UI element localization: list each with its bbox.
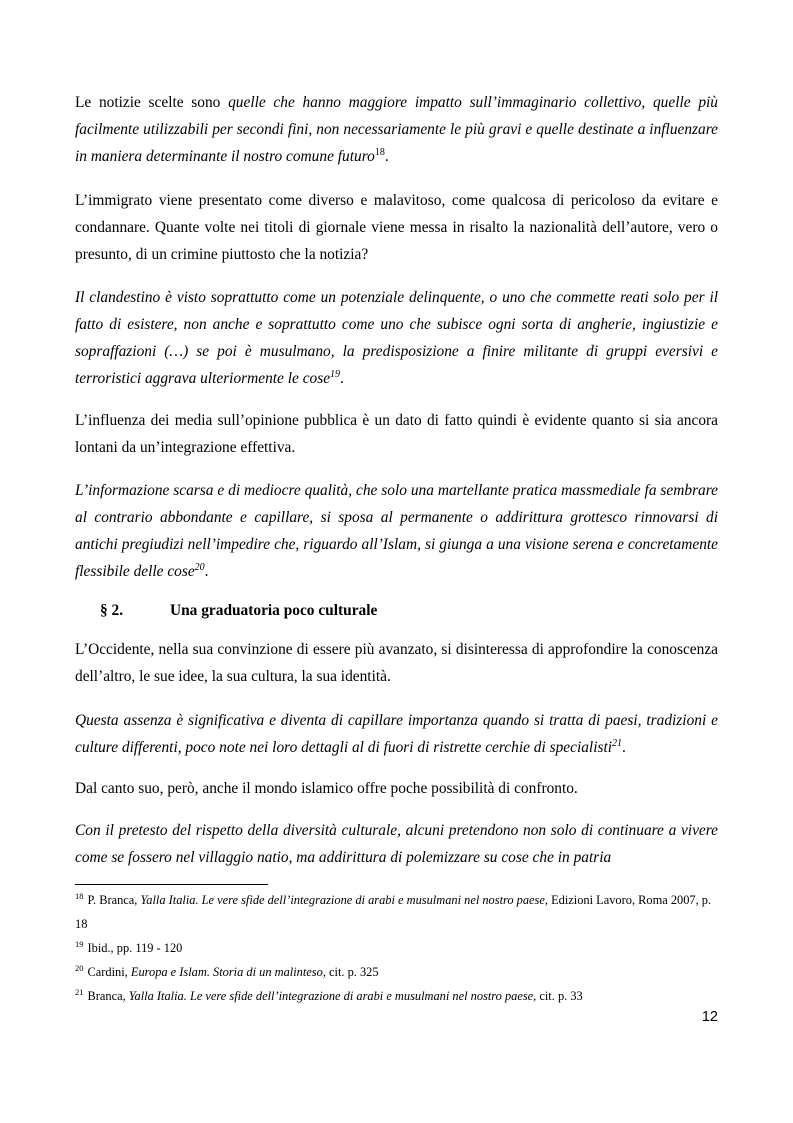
footnote-ref-19: 19	[330, 369, 341, 380]
footnote-title: Yalla Italia. Le vere sfide dell’integrazione di arabi e musulmani nel nostro paese	[128, 989, 534, 1003]
footnote-number: 19	[75, 939, 84, 949]
footnote-number: 18	[75, 891, 84, 901]
paragraph-punctuation: .	[622, 739, 626, 756]
paragraph-punctuation: .	[204, 563, 209, 580]
quotation-text: L’informazione scarsa e di mediocre qualità, che solo una martellante pratica massmediale fa sembrare al contrario abbondante e capillare, si sposa al permanente o addirittura grottesco rinnovarsi di antichi pregiudizi nell’impedire che, riguardo all’Islam, si giunga a una visione serena e concretamente flessibile delle cose	[75, 482, 718, 580]
footnote-citation: , Edizioni Lavoro, Roma 2007, p. 18	[75, 893, 712, 931]
paragraph-8	[75, 775, 718, 802]
footnote-ref-21: 21	[612, 738, 623, 749]
section-number: § 2.	[100, 602, 124, 619]
footnote-20	[75, 960, 718, 984]
paragraph-text: L’immigrato viene presentato come diverso e malavitoso, come qualcosa di pericoloso da evitare e condannare. Quante volte nei titoli di giornale viene messa in risalto la nazionalità dell’autore, vero o presunto, di un crimine piuttosto che la notizia?	[75, 192, 718, 263]
footnote-citation: , cit. p. 33	[533, 989, 583, 1003]
paragraph-2	[75, 187, 718, 268]
paragraph-text: Le notizie scelte sono	[75, 94, 229, 111]
footnote-author: P. Branca,	[87, 893, 141, 907]
paragraph-text: L’influenza dei media sull’opinione pubblica è un dato di fatto quindi è evidente quanto si sia ancora lontani da un’integrazione effettiva.	[75, 412, 718, 456]
footnote-ref-18: 18	[374, 147, 385, 158]
paragraph-5-quote	[75, 477, 718, 585]
paragraph-7-quote	[75, 707, 718, 761]
paragraph-text: L’Occidente, nella sua convinzione di essere più avanzato, si disinteressa di approfondire la conoscenza dell’altro, le sue idee, la sua cultura, la sua identità.	[75, 641, 718, 685]
footnote-author: Branca,	[87, 989, 129, 1003]
paragraph-1	[75, 89, 718, 170]
footnote-number: 20	[75, 963, 84, 973]
page-number: 12	[701, 1009, 718, 1025]
paragraph-3-quote	[75, 284, 718, 392]
footnote-21	[75, 984, 718, 1008]
footnote-number: 21	[75, 987, 84, 997]
footnote-author: Cardini,	[87, 965, 131, 979]
paragraph-6	[75, 636, 718, 690]
section-title: Una graduatoria poco culturale	[170, 602, 378, 619]
paragraph-punctuation: .	[340, 370, 344, 387]
footnote-separator	[75, 884, 268, 885]
paragraph-punctuation: .	[384, 148, 389, 165]
quotation-text: quelle che hanno maggiore impatto sull’immaginario collettivo, quelle più facilmente utilizzabili per secondi fini, non necessariamente le più gravi e quelle destinate a influenzare in maniera determinante il nostro comune futuro	[75, 94, 718, 165]
footnote-ref-20: 20	[194, 562, 205, 573]
quotation-text: Questa assenza è significativa e diventa di capillare importanza quando si tratta di paesi, tradizioni e culture differenti, poco note nei loro dettagli al di fuori di ristrette cerchie di specialisti	[75, 712, 718, 756]
footnote-19	[75, 936, 718, 960]
footnote-citation: Ibid., pp. 119 - 120	[87, 941, 183, 955]
quotation-text: Con il pretesto del rispetto della diversità culturale, alcuni pretendono non solo di continuare a vivere come se fossero nel villaggio natio, ma addirittura di polemizzare su cose che in patria	[75, 822, 718, 866]
section-heading	[100, 602, 377, 620]
footnote-title: Yalla Italia. Le vere sfide dell’integrazione di arabi e musulmani nel nostro paese	[140, 893, 545, 907]
footnote-18	[75, 888, 718, 936]
paragraph-9-quote	[75, 817, 718, 871]
footnote-title: Europa e Islam. Storia di un malinteso	[130, 965, 323, 979]
paragraph-text: Dal canto suo, però, anche il mondo islamico offre poche possibilità di confronto.	[75, 780, 578, 797]
paragraph-4	[75, 407, 718, 461]
quotation-text: Il clandestino è visto soprattutto come un potenziale delinquente, o uno che commette reati solo per il fatto di esistere, non anche e soprattutto come uno che subisce ogni sorta di angherie, ingiustizie e sopraffazioni (…) se poi è musulmano, la predisposizione a finire militante di gruppi eversivi e terroristici aggrava ulteriormente le cose	[75, 289, 718, 387]
footnote-citation: , cit. p. 325	[322, 965, 379, 979]
